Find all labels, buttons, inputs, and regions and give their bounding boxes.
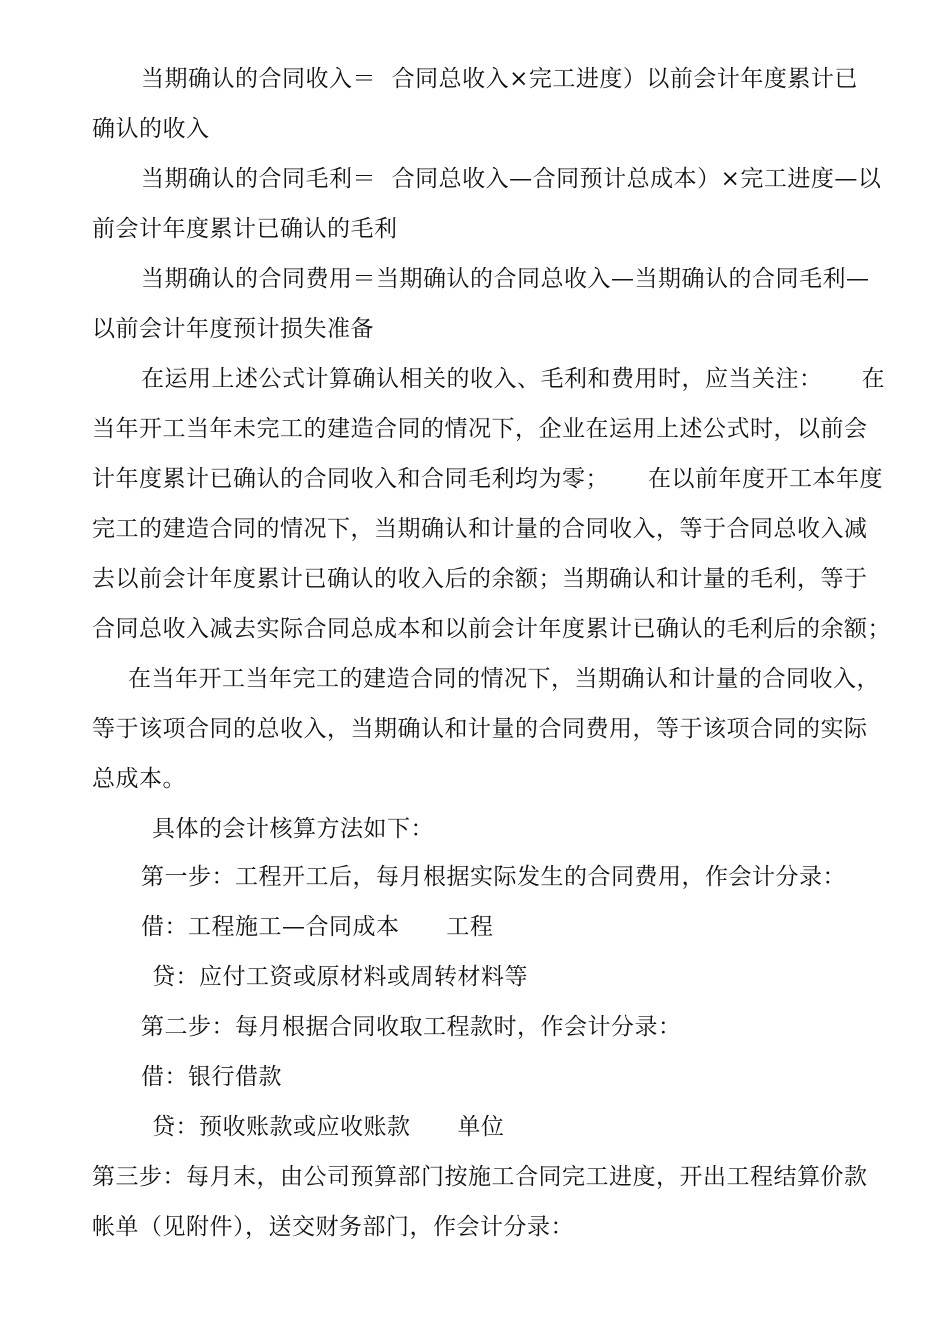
formula-revenue-line-1: 当期确认的合同收入＝ 合同总收入×完工进度）以前会计年度累计已 bbox=[141, 66, 858, 92]
step-three-line-1: 第三步：每月末，由公司预算部门按施工合同完工进度，开出工程结算价款 bbox=[92, 1164, 868, 1190]
entry-credit-receivables: 贷：预收账款或应收账款 单位 bbox=[152, 1114, 505, 1140]
formula-revenue-line-2: 确认的收入 bbox=[92, 116, 210, 142]
entry-debit-bank: 借：银行借款 bbox=[141, 1064, 282, 1090]
entry-debit-construction: 借：工程施工—合同成本 工程 bbox=[141, 914, 494, 940]
formula-expense-line-2: 以前会计年度预计损失准备 bbox=[92, 316, 374, 342]
entry-credit-payables: 贷：应付工资或原材料或周转材料等 bbox=[152, 964, 528, 990]
attention-paragraph-line-1: 在运用上述公式计算确认相关的收入、毛利和费用时，应当关注： 在 bbox=[141, 366, 886, 392]
formula-gross-profit-line-1: 当期确认的合同毛利＝ 合同总收入—合同预计总成本）×完工进度—以 bbox=[141, 166, 882, 192]
attention-paragraph-line-8: 等于该项合同的总收入，当期确认和计量的合同费用，等于该项合同的实际 bbox=[92, 716, 868, 742]
attention-paragraph-line-3: 计年度累计已确认的合同收入和合同毛利均为零； 在以前年度开工本年度 bbox=[92, 466, 884, 492]
step-two: 第二步：每月根据合同收取工程款时，作会计分录： bbox=[141, 1014, 682, 1040]
step-one: 第一步：工程开工后，每月根据实际发生的合同费用，作会计分录： bbox=[141, 864, 846, 890]
formula-gross-profit-line-2: 前会计年度累计已确认的毛利 bbox=[92, 216, 398, 242]
attention-paragraph-line-4: 完工的建造合同的情况下，当期确认和计量的合同收入，等于合同总收入减 bbox=[92, 516, 868, 542]
formula-expense-line-1: 当期确认的合同费用＝当期确认的合同总收入—当期确认的合同毛利— bbox=[141, 266, 870, 292]
attention-paragraph-line-9: 总成本。 bbox=[92, 766, 186, 792]
attention-paragraph-line-6: 合同总收入减去实际合同总成本和以前会计年度累计已确认的毛利后的余额； bbox=[92, 616, 891, 642]
method-intro: 具体的会计核算方法如下： bbox=[152, 816, 434, 842]
step-three-line-2: 帐单（见附件），送交财务部门，作会计分录： bbox=[92, 1214, 574, 1240]
attention-paragraph-line-2: 当年开工当年未完工的建造合同的情况下，企业在运用上述公式时，以前会 bbox=[92, 416, 868, 442]
attention-paragraph-line-7: 在当年开工当年完工的建造合同的情况下，当期确认和计量的合同收入， bbox=[128, 666, 880, 692]
attention-paragraph-line-5: 去以前会计年度累计已确认的收入后的余额；当期确认和计量的毛利，等于 bbox=[92, 566, 868, 592]
